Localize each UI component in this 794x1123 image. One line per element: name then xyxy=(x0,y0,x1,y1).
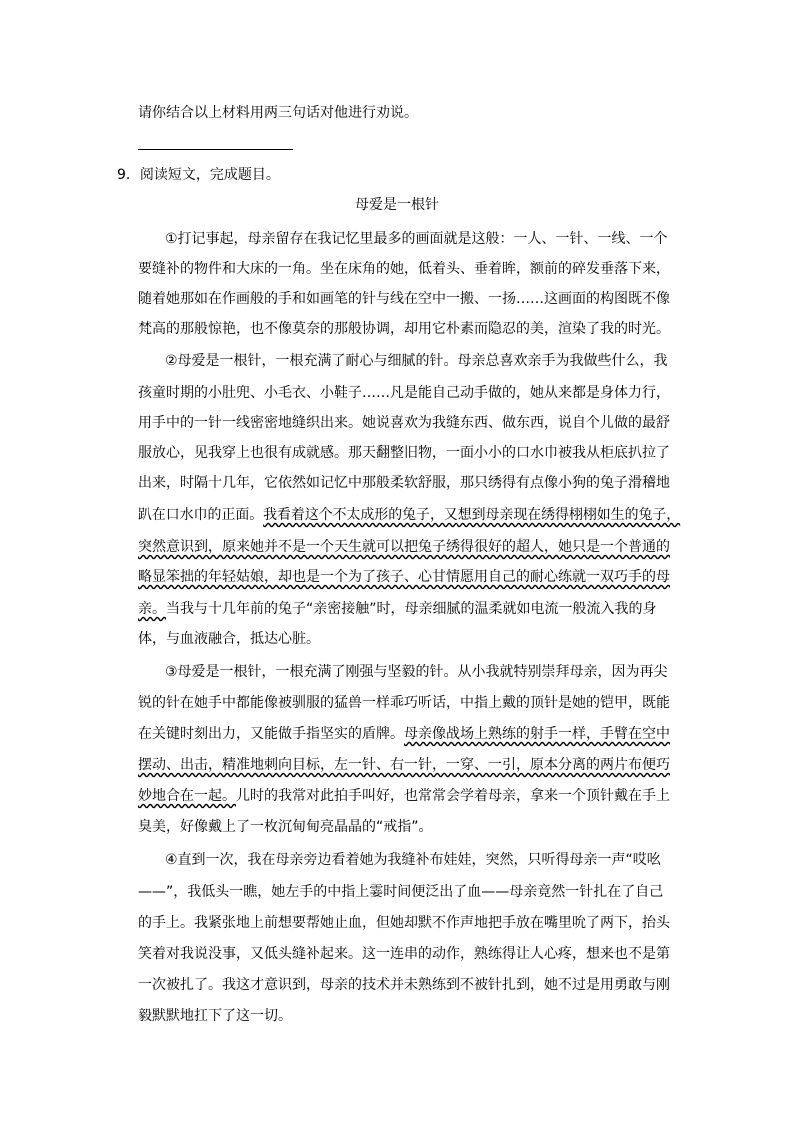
text-line: 随着她那如在作画般的手和如画笔的针与线在空中一搬、一扬……这画面的构图既不像 xyxy=(138,291,670,307)
text-line xyxy=(138,599,657,619)
text-line: 锐的针在她手中都能像被驯服的猛兽一样乖巧听话，中指上戴的顶针是她的铠甲，既能 xyxy=(138,695,670,711)
underlined-sentence: 母亲像战场上熟练的射手一样，手臂在空中 xyxy=(404,726,670,742)
underlined-sentence: 妙地合在一起。 xyxy=(138,788,236,804)
passage-title: 母爱是一根针 xyxy=(355,197,439,213)
text-segment: 在关键时刻出力，又能做手指坚实的盾牌。 xyxy=(138,726,404,742)
text-segment: 趴在口水巾的正面。 xyxy=(138,507,264,523)
underlined-line: 摆动、出击，精准地刺向目标，左一针、右一针，一穿、一引，原本分离的两片布便巧 xyxy=(138,757,670,773)
text-line xyxy=(138,505,680,525)
text-line: 体，与血液融合，抵达心脏。 xyxy=(138,631,320,647)
text-line: 臭美，好像戴上了一枚沉甸甸亮晶晶的“戒指”。 xyxy=(138,819,433,835)
text-line xyxy=(138,786,670,806)
text-line: 出来，时隔十几年，它依然如记忆中那般柔软舒服，那只绣得有点像小狗的兔子滑稽地 xyxy=(138,475,670,491)
text-line: ——”，我低头一瞧，她左手的中指上霎时间便泛出了血——母亲竟然一针扎在了自己 xyxy=(138,884,664,900)
underlined-line: 突然意识到，原来她并不是一个天生就可以把兔子绣得很好的超人，她只是一个普通的 xyxy=(138,539,670,555)
text-line: 笑着对我说没事，又低头缝补起来。这一连串的动作，熟练得让人心疼，想来也不是第 xyxy=(138,946,670,962)
text-line: 用手中的一针一线密密地缝织出来。她说喜欢为我缝东西、做东西，说自个儿做的最舒 xyxy=(138,415,670,431)
underlined-line: 略显笨拙的年轻姑娘，却也是一个为了孩子、心甘情愿用自己的耐心练就一双巧手的母 xyxy=(138,569,670,585)
text-line: 毅默默地扛下了这一切。 xyxy=(138,1008,292,1024)
text-segment: 当我与十几年前的兔子“亲密接触”时，母亲细腻的温柔就如电流一般流入我的身 xyxy=(166,601,657,617)
text-line: ④直到一次，我在母亲旁边看着她为我缝补布娃娃，突然，只听得母亲一声“哎吆 xyxy=(165,852,661,868)
text-line: ③母爱是一根针，一根充满了刚强与坚毅的针。从小我就特别崇拜母亲，因为再尖 xyxy=(165,664,668,680)
text-line xyxy=(138,724,670,744)
answer-blank xyxy=(138,149,293,150)
text-line: 要缝补的物件和大床的一角。坐在床角的她，低着头、垂着眸，额前的碎发垂落下来， xyxy=(138,261,670,277)
underlined-sentence: 我看着这个不太成形的兔子，又想到母亲现在绣得栩栩如生的兔子， xyxy=(263,507,681,523)
text-segment: 儿时的我常对此拍手叫好，也常常会学着母亲，拿来一个顶针戴在手上 xyxy=(236,788,670,804)
text-line: 的手上。我紧张地上前想要帮她止血，但她却默不作声地把手放在嘴里吮了两下，抬头 xyxy=(138,915,670,931)
underlined-sentence: 亲。 xyxy=(138,601,166,617)
text-line: 孩童时期的小肚兜、小毛衣、小鞋子……凡是能自己动手做的，她从来都是身体力行， xyxy=(138,385,670,401)
text-line: ②母爱是一根针，一根充满了耐心与细腻的针。母亲总喜欢亲手为我做些什么，我 xyxy=(165,353,668,369)
text-line: 服放心，见我穿上也很有成就感。那天翻整旧物，一面小小的口水巾被我从柜底扒拉了 xyxy=(138,445,670,461)
question-heading: 9．阅读短文，完成题目。 xyxy=(117,167,280,183)
text-line: ①打记事起，母亲留存在我记忆里最多的画面就是这般：一人、一针、一线、一个 xyxy=(165,231,668,247)
text-line: 梵高的那般惊艳，也不像莫奈的那般协调，却用它朴素而隐忍的美，渲染了我的时光。 xyxy=(138,321,670,337)
text-line: 一次被扎了。我这才意识到，母亲的技术并未熟练到不被针扎到，她不过是用勇敢与刚 xyxy=(138,977,670,993)
prompt-line: 请你结合以上材料用两三句话对他进行劝说。 xyxy=(138,105,418,121)
